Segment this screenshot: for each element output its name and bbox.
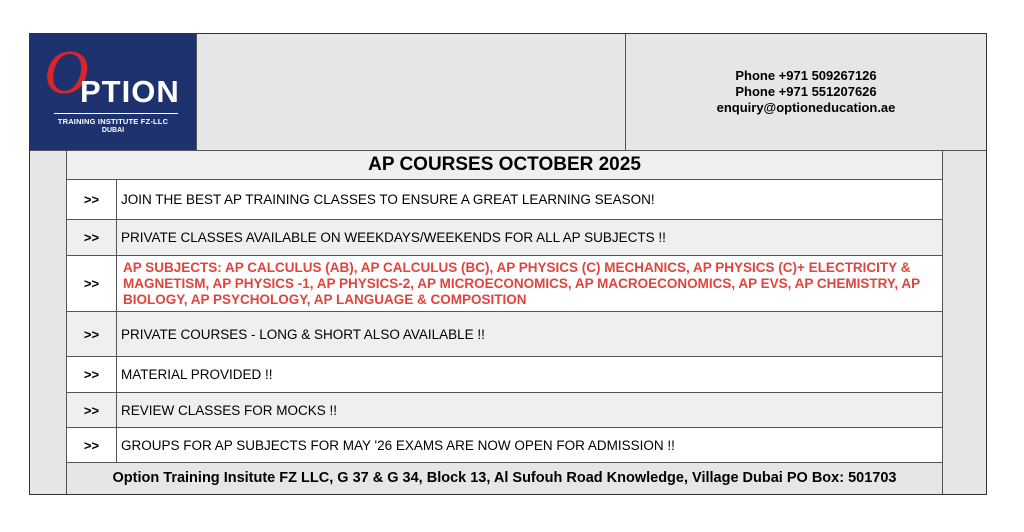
row-marker: >> (67, 312, 117, 356)
flyer-frame (29, 33, 987, 495)
header-banner-area (196, 34, 626, 150)
row-marker: >> (67, 180, 117, 219)
logo-letter-o: O (44, 39, 89, 107)
row-text: PRIVATE COURSES - LONG & SHORT ALSO AVAILABLE !! (121, 326, 485, 342)
row-marker: >> (67, 393, 117, 427)
row-marker: >> (67, 357, 117, 392)
address-footer: Option Training Insitute FZ LLC, G 37 & G 34, Block 13, Al Sufouh Road Knowledge, Village Dubai PO Box: 501703 (67, 463, 942, 494)
page-title: AP COURSES OCTOBER 2025 (67, 151, 942, 180)
logo-wordmark: PTION (80, 74, 180, 109)
row-text: JOIN THE BEST AP TRAINING CLASSES TO ENSURE A GREAT LEARNING SEASON! (121, 192, 655, 207)
phone-2: Phone +971 551207626 (735, 84, 877, 99)
table-row (67, 180, 942, 220)
table-row (67, 393, 942, 428)
logo-divider (54, 113, 178, 114)
row-marker: >> (67, 220, 117, 255)
logo-location: DUBAI (101, 127, 125, 134)
table-row (67, 428, 942, 463)
table-row (67, 357, 942, 393)
row-text: PRIVATE CLASSES AVAILABLE ON WEEKDAYS/WEEKENDS FOR ALL AP SUBJECTS !! (121, 230, 666, 245)
row-text: MATERIAL PROVIDED !! (121, 367, 273, 382)
email-address[interactable]: enquiry@optioneducation.ae (716, 100, 896, 115)
contact-block (626, 34, 986, 150)
table-row (67, 312, 942, 357)
logo-subtitle: TRAINING INSTITUTE FZ-LLC (57, 117, 169, 126)
row-marker: >> (67, 428, 117, 462)
row-marker: >> (67, 256, 117, 311)
row-text: GROUPS FOR AP SUBJECTS FOR MAY '26 EXAMS ARE NOW OPEN FOR ADMISSION !! (121, 437, 675, 453)
table-row (67, 220, 942, 256)
row-text: REVIEW CLASSES FOR MOCKS !! (121, 402, 338, 418)
subjects-list: AP SUBJECTS: AP CALCULUS (AB), AP CALCULUS (BC), AP PHYSICS (C) MECHANICS, AP PHYSICS (C)+ ELECTRICITY & MAGNETISM, AP PHYSICS -1, AP PHYSICS-2, AP MICROECONOMICS, AP MACROECONOMICS, AP EVS, AP CHEMISTRY, AP BIOLOGY, AP PSYCHOLOGY, AP LANGUAGE & COMPOSITION (123, 259, 920, 307)
course-table (66, 151, 943, 494)
table-row-subjects (67, 256, 942, 312)
option-logo (30, 34, 196, 150)
phone-1: Phone +971 509267126 (735, 68, 877, 83)
